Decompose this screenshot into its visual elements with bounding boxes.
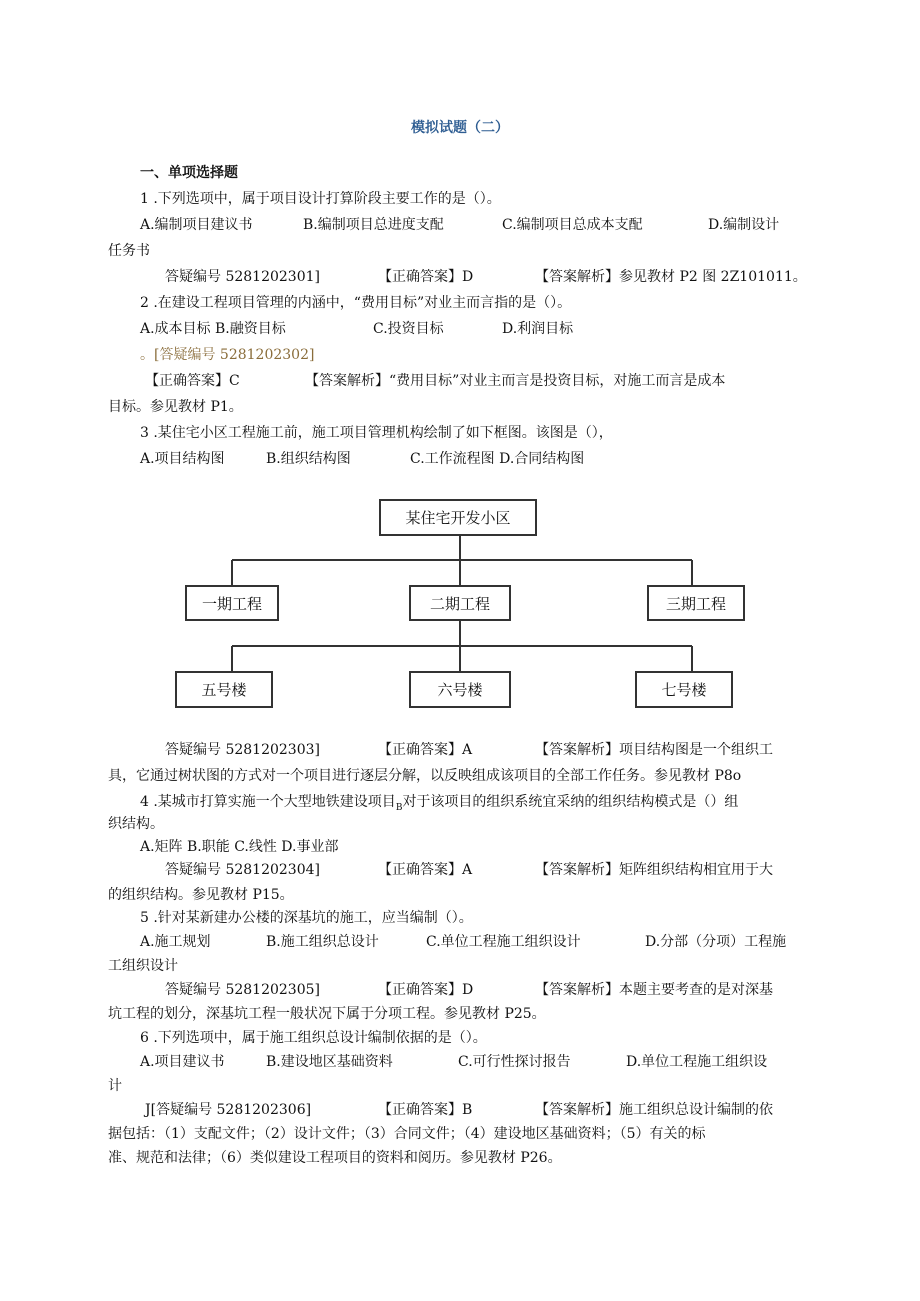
q6-code: J[答疑编号 5281202306]	[145, 1102, 312, 1118]
q5-option-a: A.施工规划	[140, 934, 211, 950]
q5-option-d: D.分部（分项）工程施	[645, 934, 787, 950]
q6-option-b: B.建设地区基础资料	[266, 1054, 393, 1070]
q6-option-c: C.可行性探讨报告	[458, 1054, 571, 1070]
q6-stem: 6 .下列选项中，属于施工组织总设计编制依据的是（）。	[140, 1030, 487, 1046]
q4-code: 答疑编号 5281202304]	[165, 862, 320, 878]
q5-explanation-wrap: 坑工程的划分，深基坑工程一般状况下属于分项工程。参见教材 P25。	[108, 1006, 546, 1022]
q2-code: 。[答疑编号 5281202302]	[140, 347, 315, 363]
q6-option-a: A.项目建议书	[140, 1054, 225, 1070]
q2-answer: 【正确答案】C	[145, 373, 240, 389]
q1-option-b: B.编制项目总进度支配	[303, 217, 444, 233]
q1-stem: 1 .下列选项中，属于项目设计打算阶段主要工作的是（）。	[140, 191, 501, 207]
node-building6-label: 六号楼	[437, 681, 483, 699]
q3-options-cd: C.工作流程图 D.合同结构图	[410, 451, 585, 467]
q4-options: A.矩阵 B.职能 C.线性 D.事业部	[140, 839, 339, 855]
node-phase3-label: 三期工程	[665, 595, 727, 613]
q3-option-a: A.项目结构图	[140, 451, 225, 467]
q4-explanation: 【答案解析】矩阵组织结构相宜用于大	[535, 862, 773, 878]
q4-stem-wrap: 织结构。	[108, 816, 164, 832]
page-title: 模拟试题（二）	[411, 120, 509, 136]
q5-explanation: 【答案解析】本题主要考查的是对深基	[535, 982, 773, 998]
q2-explanation-wrap: 目标。参见教材 P1。	[108, 399, 243, 415]
q4-answer: 【正确答案】A	[378, 862, 473, 878]
node-building5-label: 五号楼	[201, 681, 247, 699]
q2-option-d: D.利润目标	[502, 321, 574, 337]
node-phase1-label: 一期工程	[201, 595, 263, 613]
q2-option-c: C.投资目标	[373, 321, 444, 337]
q1-option-c: C.编制项目总成本支配	[502, 217, 643, 233]
q4-stem-part2: 对于该项目的组织系统宜采纳的组织结构模式是（）组	[402, 794, 739, 810]
q6-answer: 【正确答案】B	[378, 1102, 473, 1118]
q6-explanation-wrap-2: 准、规范和法律；（6）类似建设工程项目的资料和阅历。参见教材 P26。	[108, 1150, 562, 1166]
q5-option-d-wrap: 工组织设计	[108, 958, 178, 974]
q1-option-d-wrap: 任务书	[108, 243, 150, 259]
q2-stem: 2 .在建设工程项目管理的内涵中，“费用目标”对业主而言指的是（）。	[140, 295, 572, 311]
q5-answer: 【正确答案】D	[378, 982, 474, 998]
q1-explanation: 【答案解析】参见教材 P2 图 2Z101011。	[535, 269, 807, 285]
q3-code: 答疑编号 5281202303]	[165, 742, 320, 758]
node-root-label: 某住宅开发小区	[405, 509, 511, 527]
q5-code: 答疑编号 5281202305]	[165, 982, 320, 998]
q5-stem: 5 .针对某新建办公楼的深基坑的施工，应当编制（）。	[140, 910, 473, 926]
section-heading: 一、单项选择题	[140, 165, 238, 181]
q5-option-b: B.施工组织总设计	[266, 934, 379, 950]
q4-stem	[140, 793, 738, 817]
q4-stem-part1: 4 .某城市打算实施一个大型地铁建设项目	[140, 794, 396, 810]
q4-stem-subscript: B	[395, 802, 403, 813]
q4-explanation-wrap: 的组织结构。参见教材 P15。	[108, 887, 294, 903]
q2-explanation: 【答案解析】“费用目标”对业主而言是投资目标，对施工而言是成本	[305, 373, 726, 389]
q6-option-d-wrap: 计	[108, 1078, 122, 1094]
q1-answer: 【正确答案】D	[378, 269, 474, 285]
q1-option-d: D.编制设计	[708, 217, 780, 233]
q5-option-c: C.单位工程施工组织设计	[426, 934, 581, 950]
node-building7-label: 七号楼	[661, 681, 707, 699]
q3-explanation-wrap: 具，它通过树状图的方式对一个项目进行逐层分解，以反映组成该项目的全部工作任务。参见教材 P8o	[108, 768, 742, 784]
project-structure-diagram	[0, 490, 920, 720]
node-phase2-label: 二期工程	[429, 595, 491, 613]
q2-options-ab: A.成本目标 B.融资目标	[140, 321, 286, 337]
q3-stem: 3 .某住宅小区工程施工前，施工项目管理机构绘制了如下框图。该图是（），	[140, 425, 613, 441]
q6-explanation: 【答案解析】施工组织总设计编制的依	[535, 1102, 773, 1118]
q6-explanation-wrap-1: 据包括：（1）支配文件；（2）设计文件；（3）合同文件；（4）建设地区基础资料；（5）有关的标	[108, 1126, 706, 1142]
q1-option-a: A.编制项目建议书	[140, 217, 253, 233]
q3-option-b: B.组织结构图	[266, 451, 351, 467]
q1-code: 答疑编号 5281202301]	[165, 269, 320, 285]
q3-explanation: 【答案解析】项目结构图是一个组织工	[535, 742, 773, 758]
q6-option-d: D.单位工程施工组织设	[626, 1054, 768, 1070]
q3-answer: 【正确答案】A	[378, 742, 473, 758]
